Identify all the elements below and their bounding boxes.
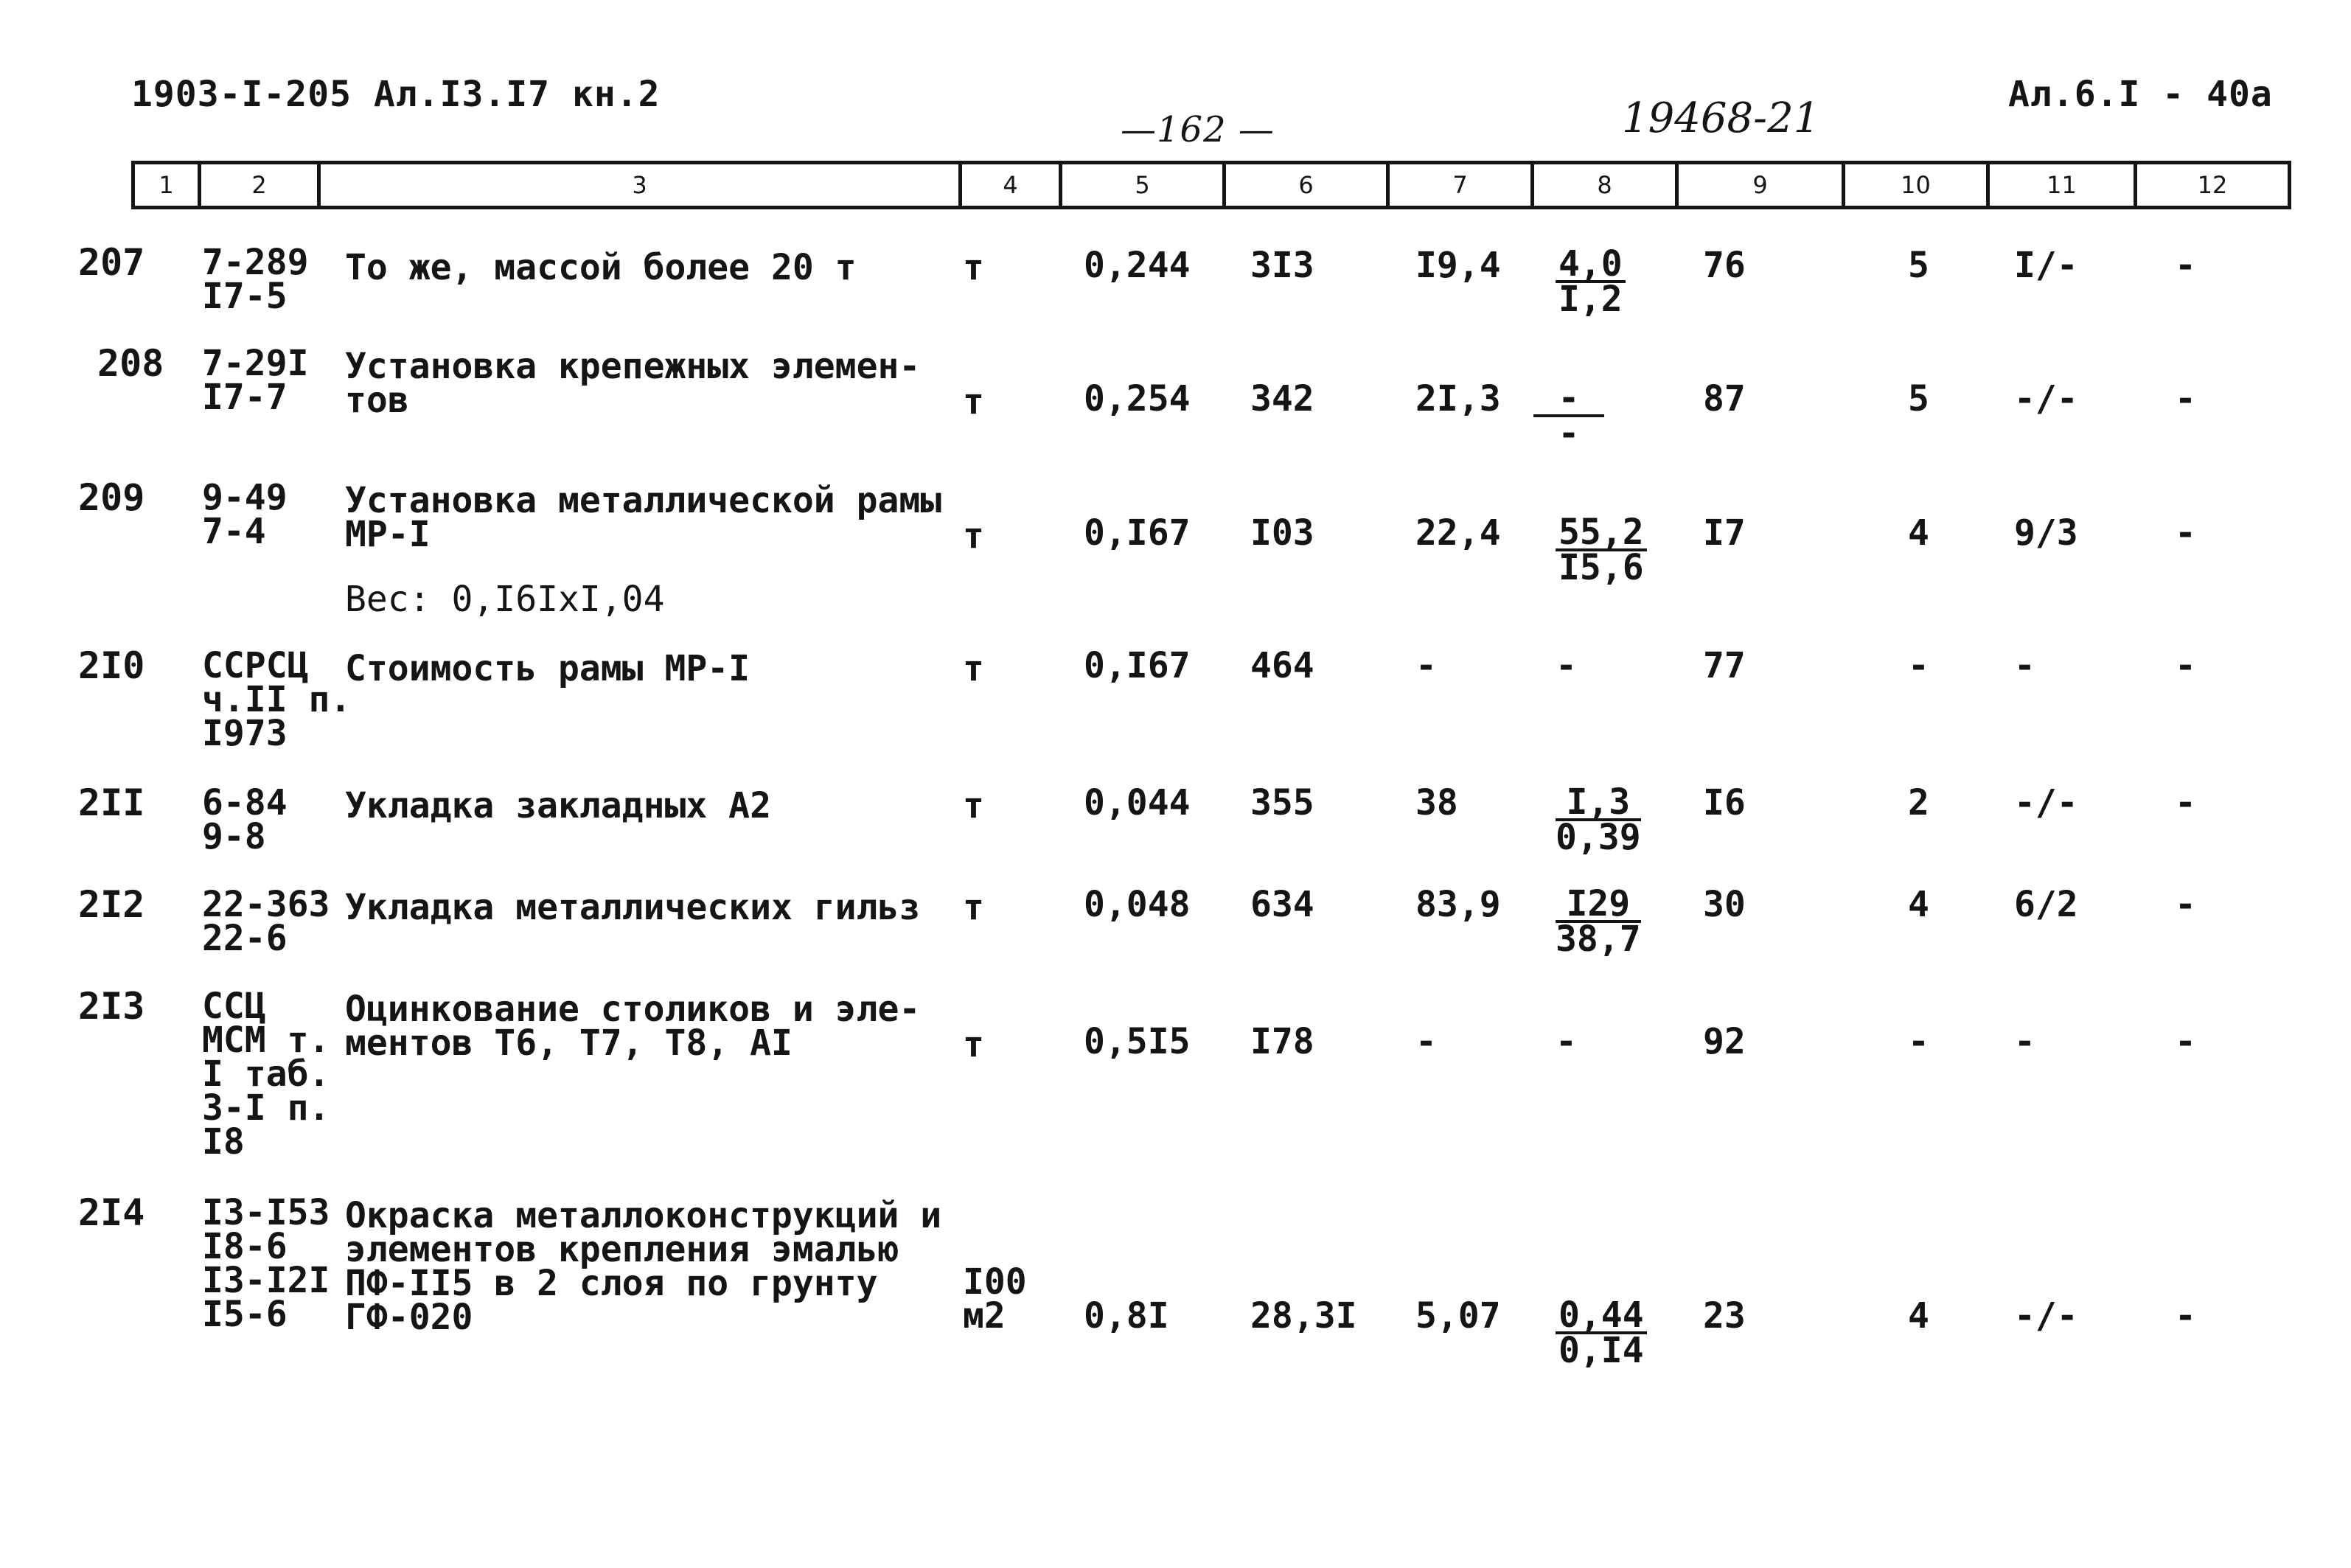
work-description: То же, массой более 20 т [345, 247, 857, 288]
col9-value: 87 [1703, 378, 1746, 419]
col11-value: 9/3 [2014, 512, 2078, 554]
column-header: 5 [1059, 164, 1222, 206]
unit: т [963, 381, 984, 422]
col11-value: - [2014, 1021, 2035, 1062]
rate-code: 7-29I I7-7 [202, 343, 309, 418]
col10-value: - [1908, 1021, 1929, 1062]
unit: т [963, 785, 984, 826]
work-description: Укладка металлических гильз [345, 887, 921, 928]
col7-value: 38 [1415, 782, 1458, 823]
col8-bottom: 38,7 [1556, 919, 1641, 960]
col12-value: - [2175, 1295, 2196, 1337]
unit-price: 464 [1250, 645, 1314, 686]
work-description: Установка крепежных элемен- тов [345, 346, 921, 421]
col8-bottom: 0,39 [1556, 817, 1641, 858]
column-header: 3 [317, 164, 958, 206]
quantity: 0,044 [1084, 782, 1191, 823]
col8-bottom: - [1558, 413, 1580, 454]
unit: т [963, 648, 984, 689]
work-description: Стоимость рамы МР-I [345, 648, 750, 689]
quantity: 0,254 [1084, 378, 1191, 419]
work-description: Укладка закладных А2 [345, 785, 771, 826]
col8-top: I29 [1556, 888, 1641, 923]
weight-note: Вес: 0,I6IxI,04 [345, 579, 665, 620]
work-description: Окраска металлоконструкций и элементов крепления эмалью ПФ-II5 в 2 слоя по грунту ГФ-020 [345, 1195, 942, 1338]
column-header: 7 [1386, 164, 1530, 206]
unit-price: 3I3 [1250, 245, 1314, 286]
col7-value: 83,9 [1415, 884, 1501, 925]
column-header-row [131, 161, 2291, 209]
quantity: 0,I67 [1084, 512, 1191, 554]
column-header: 2 [198, 164, 317, 206]
col9-value: 92 [1703, 1021, 1746, 1062]
col7-value: I9,4 [1415, 245, 1501, 286]
col8-fraction [1556, 243, 1626, 320]
col11-value: -/- [2014, 782, 2078, 823]
col11-value: I/- [2014, 245, 2078, 286]
col10-value: 4 [1908, 1295, 1929, 1337]
row-number: 209 [78, 476, 145, 519]
rate-code: 6-84 9-8 [202, 782, 288, 857]
page-number: —162 — [1121, 109, 1275, 150]
row-number: 2II [78, 781, 145, 824]
col8-fraction [1556, 512, 1647, 588]
rate-code: ССЦ МСМ т. I таб. 3-I п. I8 [202, 986, 330, 1163]
col9-value: I6 [1703, 782, 1746, 823]
quantity: 0,5I5 [1084, 1021, 1191, 1062]
col8-top: I,3 [1556, 786, 1641, 821]
col10-value: 4 [1908, 884, 1929, 925]
row-number: 2I0 [78, 644, 145, 687]
col8-value: - [1556, 1021, 1577, 1062]
column-header: 11 [1986, 164, 2134, 206]
col8-value: - [1556, 645, 1577, 686]
col7-value: 2I,3 [1415, 378, 1501, 419]
rate-code: 22-363 22-6 [202, 884, 330, 959]
col10-value: 5 [1908, 378, 1929, 419]
unit: т [963, 515, 984, 557]
unit: т [963, 887, 984, 928]
rate-code: 9-49 7-4 [202, 477, 288, 552]
unit-price: I78 [1250, 1021, 1314, 1062]
column-header: 12 [2134, 164, 2291, 206]
col12-value: - [2175, 245, 2196, 286]
col12-value: - [2175, 378, 2196, 419]
col8-fraction [1556, 1295, 1647, 1371]
unit-price: 28,3I [1250, 1295, 1357, 1337]
unit-price: 355 [1250, 782, 1314, 823]
column-header: 10 [1842, 164, 1986, 206]
unit: т [963, 247, 984, 288]
unit: т [963, 1024, 984, 1065]
col10-value: 5 [1908, 245, 1929, 286]
col10-value: - [1908, 645, 1929, 686]
row-number: 2I2 [78, 883, 145, 926]
col9-value: 76 [1703, 245, 1746, 286]
work-description: Установка металлической рамы МР-I [345, 480, 942, 555]
rate-code: 7-289 I7-5 [202, 242, 309, 317]
col8-bottom: 0,I4 [1558, 1330, 1644, 1371]
quantity: 0,048 [1084, 884, 1191, 925]
col11-value: 6/2 [2014, 884, 2078, 925]
col8-top: 4,0 [1556, 248, 1626, 283]
column-header: 4 [958, 164, 1059, 206]
col7-value: - [1415, 1021, 1437, 1062]
rate-code: ССРСЦ ч.II п. I973 [202, 645, 352, 754]
handwritten-number: 19468-21 [1622, 94, 1820, 142]
col8-bottom: I,2 [1558, 279, 1623, 320]
col7-value: 5,07 [1415, 1295, 1501, 1337]
column-header: 6 [1222, 164, 1386, 206]
col8-top: 55,2 [1556, 516, 1647, 551]
col11-value: -/- [2014, 1295, 2078, 1337]
col10-value: 4 [1908, 512, 1929, 554]
col9-value: 30 [1703, 884, 1746, 925]
col9-value: 77 [1703, 645, 1746, 686]
quantity: 0,8I [1084, 1295, 1169, 1337]
col7-value: 22,4 [1415, 512, 1501, 554]
col11-value: - [2014, 645, 2035, 686]
rate-code: I3-I53 I8-6 I3-I2I I5-6 [202, 1192, 330, 1335]
column-header: 1 [131, 164, 198, 206]
sheet-reference: Ал.6.I - 40а [2008, 74, 2273, 115]
col8-top: - [1533, 382, 1604, 417]
quantity: 0,244 [1084, 245, 1191, 286]
col12-value: - [2175, 782, 2196, 823]
col8-bottom: I5,6 [1558, 547, 1644, 588]
col8-top: 0,44 [1556, 1299, 1647, 1334]
unit-price: 342 [1250, 378, 1314, 419]
col7-value: - [1415, 645, 1437, 686]
row-number: 207 [78, 241, 145, 284]
unit: I00 м2 [963, 1261, 1027, 1337]
row-number: 2I3 [78, 985, 145, 1028]
quantity: 0,I67 [1084, 645, 1191, 686]
unit-price: 634 [1250, 884, 1314, 925]
doc-reference: 1903-I-205 Ал.I3.I7 кн.2 [131, 74, 661, 115]
col12-value: - [2175, 884, 2196, 925]
column-header: 8 [1530, 164, 1675, 206]
col11-value: -/- [2014, 378, 2078, 419]
col12-value: - [2175, 512, 2196, 554]
col8-fraction [1556, 781, 1641, 858]
row-number: 208 [97, 342, 164, 385]
col9-value: I7 [1703, 512, 1746, 554]
col9-value: 23 [1703, 1295, 1746, 1337]
unit-price: I03 [1250, 512, 1314, 554]
col8-fraction [1533, 377, 1604, 454]
col8-fraction [1556, 883, 1641, 960]
col12-value: - [2175, 1021, 2196, 1062]
work-description: Оцинкование столиков и эле- ментов Т6, Т7, Т8, АI [345, 989, 921, 1064]
row-number: 2I4 [78, 1191, 145, 1234]
col10-value: 2 [1908, 782, 1929, 823]
column-header: 9 [1675, 164, 1842, 206]
col12-value: - [2175, 645, 2196, 686]
